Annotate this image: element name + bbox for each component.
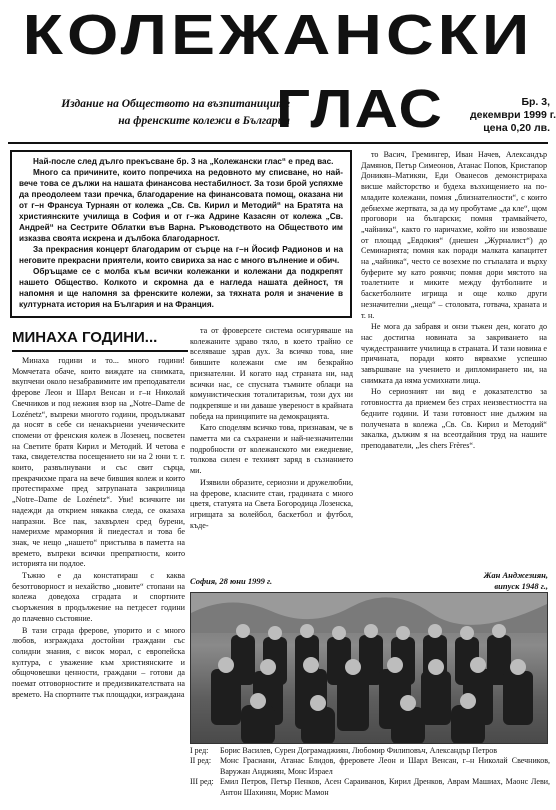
subtitle-line-1: Издание на Обществото на възпитаниците — [61, 98, 290, 110]
article-title: МИНАХА ГОДИНИ... — [12, 328, 188, 352]
article-paragraph: Като споделям всичко това, признавам, че в паметта ми са съхранени и най-незначителни подробности от колежанското ми ежедневие, толкова силен е техният заряд в съзнанието ми. — [190, 423, 353, 476]
article-paragraph: Изявили образите, сериозни и дружелюбни, на фрерове, класните стаи, градината с много цветя, статуята на Света Богородица Лозенска, игрищата за волейбол, баскетбол и футбол, къде- — [190, 477, 353, 530]
author-name: Жан Анджезиян, — [483, 570, 548, 580]
subtitle-line-2: на френските колежи в България — [118, 115, 290, 127]
article-paragraph: В тази сграда фрерове, упорито и с много любов, изграждаха достойни граждани със солидни знания, с висок морал, с европейска култура, с уважение към християнските и общочовешки ценности, граждани – готови да поемат отговорностите и предизвикателствата на времето. На спортните тък площадки, изграждана — [12, 625, 185, 699]
row-label: I ред: — [190, 746, 209, 755]
photo-row-1 — [190, 746, 550, 756]
article-paragraph: Тъжно е да констатираш с каква безотговорност и нехайство „новите“ стопани на колежа доведоха сградата и спортните съоръжения в продължение на петдесет години до плачевно състояние. — [12, 571, 185, 623]
group-photo — [190, 592, 548, 744]
article-paragraph: Но сериозният ни вид е доказателство за готовността да приемем без страх неизвестността на бедните години. И тази готовност ние дължим на получената в колежа „Св. Св. Кирил и Методий“ закалка, дължим я на всеотдайния труд на нашите преподаватели, „les chers Frères“. — [361, 387, 547, 450]
author-class-year: випуск 1948 г., — [494, 581, 548, 591]
photo-caption-names — [190, 746, 550, 798]
header-divider — [8, 142, 548, 144]
row-label: II ред: — [190, 756, 212, 766]
notice-paragraph: Най-после след дълго прекъсване бр. 3 на „Колежански глас“ е пред вас. — [33, 157, 334, 166]
row-names: Емил Петров, Петър Пенков, Асен Сараиванов, Кирил Дренков, Аврам Машиах, Маонс Леви, Антон Шахинян, Морис Мамон — [220, 777, 550, 797]
photo-row-3 — [190, 777, 550, 798]
editorial-notice-box — [10, 150, 352, 318]
row-names: Борис Василев, Сурен Дограмаджиян, Любомир Филиповъч, Александър Петров — [220, 746, 498, 755]
article-column-2 — [190, 326, 353, 564]
issue-date: декември 1999 г. — [470, 109, 556, 121]
row-names: Монс Грасиани, Атанас Блидов, фрероветe Леон и Шарл Венсан, г–н Николай Свечников, Варужан Анджиян, Монс Израел — [220, 756, 550, 776]
masthead-title: КОЛЕЖАНСКИ — [22, 2, 534, 66]
issue-price: цена 0,20 лв. — [483, 122, 550, 134]
article-place-date: София, 28 юни 1999 г. — [190, 576, 273, 586]
issue-info — [470, 96, 556, 135]
notice-paragraph: За прекрасния концерт благодарим от сърце на г–н Йосиф Радионов и на неговите прекрасни приятели, които свириха за нас с много вълнение и обич. — [19, 245, 343, 265]
group-photo-illustration — [191, 593, 548, 744]
article-paragraph: Не мога да забравя и онзи тъжен ден, когато до нас достигна новината за закриването на чуждестранните училища в страната. И тази новина е причината, поради която вярвахме успешно завършване на учението и дипломирането ни, на снимката да няма усмихнати лица. — [361, 322, 547, 385]
masthead-subtitle — [10, 96, 290, 130]
article-paragraph: та от фроверсете система осигуряваше на колежаните здраво тяло, в което трайно се вселяваше здрав дух. За всичко това, ние бившите колежани сме им безкрайно признателни. И когато над страната ни, над всички нас, се спусната тъмните облаци на комунистическия тоталитаризъм, този дух ни подкрепяше и ни даваше увереност в крайната победа на принципите на демокрацията. — [190, 326, 353, 421]
article-column-1 — [12, 356, 185, 804]
photo-row-2 — [190, 756, 550, 777]
masthead-title-glas: ГЛАС — [276, 78, 444, 139]
notice-paragraph: Обръщаме се с молба към всички колежанки и колежани да подкрепят нашето Общество. Колкото и скромна да е нагледа нашата дейност, тя напомня и ще напомня за френските колежи, за тяхната роля и значение в културната история на България и на Франция. — [19, 267, 343, 309]
row-label: III ред: — [190, 777, 214, 787]
issue-number: Бр. 3, — [521, 96, 550, 108]
article-column-3 — [361, 150, 547, 568]
article-paragraph: Минаха години и то... много години! Момчетата обаче, които виждате на снимката, вкупчени около незабравимите им преподаватели фрерове Леон и Шарл Венсан и г–н Николай Свечников и под нежния взор на „Notre–Dame de Lozénetz“, въпреки многото години, продължават да носят в себе си ненакърнени ученическите спомени от френския колеж в Лозенец, посветен на Светите братя Кирил и Методий. И четова е така, свидетелства посещението ни на 2 юни т. г. които, развълнувани и със свит сърца, прекрачихме прага на вече бившия колеж и които протестирахме пред затрупаната закрилница „Notre–Dame de Lozénetz“. Уви! всичките ни надежди да открием някаква следа, се оказаха напразни. Все пак, захвърлен сред бурени, намерихме мраморния й пиедестал и това бе знак, че нещо „нашето“ пристъпва в паметта на времето, въпреки всички препратности, които историята ни подлое. — [12, 356, 185, 569]
notice-paragraph: Много са причините, които попречиха на редовното му списване, но най-вече това се дължи на нашата финансова нестабилност. За този брой успяхме да преодолеем тази пречка, благодарение на финансовата помощ, оказана ни от г–н Франсуа Турнаян от колежа „Св. Св. Кирил и Методий“ на Братята на християнските училища в София и от г–жа Адрине Казасян от колежа „Св. Андрей“ на Сестрите Облатки във Варна. Ръководството на Обществото им изказва своята искрена и дълбока благодарност. — [19, 168, 343, 243]
article-paragraph: то Васич, Гремингер, Иван Начев, Александър Дамянов, Петър Симеонов, Атанас Попов, Кристапор Доникян–Матикян, Еди Ованесов демонстрираха висше майсторство и будеха възхищението на по-младите колежани, помня „близнателности“, с които дебнехме жертвата, за да му пробутаме „да кле“, щом проговори на български; помня трамвайчето, „чайника“, както го наричахме, който ни извозваше от площад „Евдокия“ (днешен „Журналист“) до Семинарията; помня как поради малката капацитет на „чайника“, често се возехме по стъпалата и върху буферите му като роякчи; помня дори мястото на тоалетните и миките между футболните и баскетболните игрища и още колко други незначителни „неща“ – столовата, готвача, храната и т. н. — [361, 150, 547, 320]
